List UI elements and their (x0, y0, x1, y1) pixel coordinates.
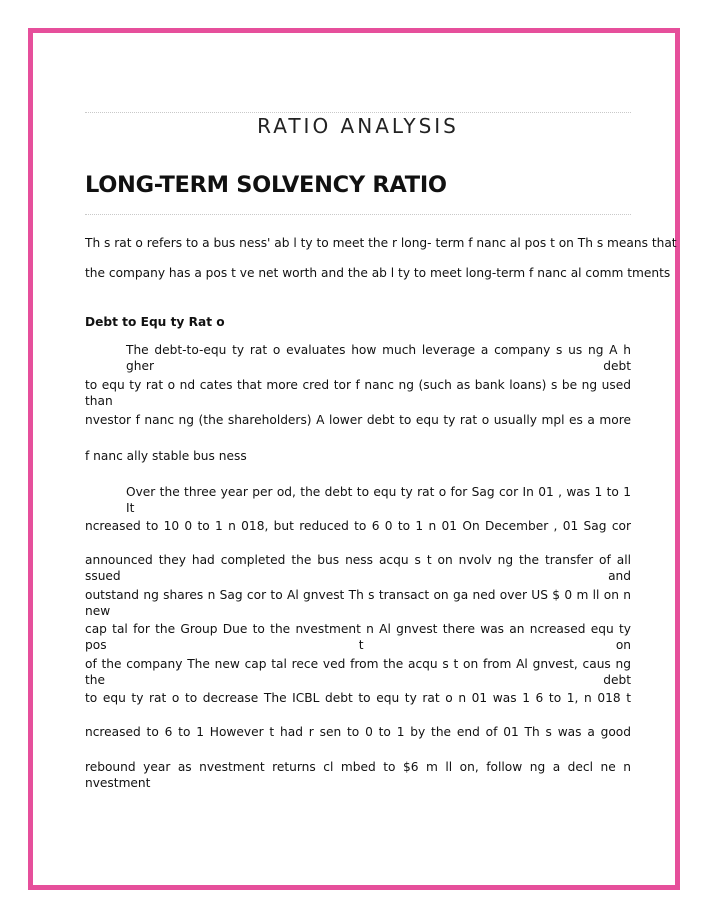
subheading: Debt to Equ ty Rat o (85, 315, 225, 329)
intro-line: the company has a pos t ve net worth and the ab l ty to meet long-term f nanc al comm tments (85, 266, 671, 280)
paragraph-line: Over the three year per od, the debt to equ ty rat o for Sag cor In 01 , was 1 to 1 It (126, 485, 631, 515)
section-title: LONG-TERM SOLVENCY RATIO (85, 172, 447, 198)
paragraph-line: nvestor f nanc ng (the shareholders) A lower debt to equ ty rat o usually mpl es a more (85, 413, 631, 427)
paragraph-line: of the company The new cap tal rece ved from the acqu s t on from Al gnvest, caus ng the debt (85, 657, 631, 687)
paragraph-line: announced they had completed the bus ness acqu s t on nvolv ng the transfer of all ssued and (85, 553, 631, 583)
paragraph-line: outstand ng shares n Sag cor to Al gnvest Th s transact on ga ned over US $ 0 m ll on n new (85, 588, 631, 618)
document-heading: RATIO ANALYSIS (257, 114, 459, 138)
paragraph-line: ncreased to 6 to 1 However t had r sen to 0 to 1 by the end of 01 Th s was a good (85, 725, 631, 739)
paragraph-line: to equ ty rat o to decrease The ICBL debt to equ ty rat o n 01 was 1 6 to 1, n 018 t (85, 691, 631, 705)
paragraph-line: ncreased to 10 0 to 1 n 018, but reduced to 6 0 to 1 n 01 On December , 01 Sag cor (85, 519, 631, 533)
intro-line: Th s rat o refers to a bus ness' ab l ty to meet the r long- term f nanc al pos t on Th s means that (85, 236, 677, 250)
heading-divider-top (85, 112, 631, 113)
paragraph-line: cap tal for the Group Due to the nvestment n Al gnvest there was an ncreased equ ty pos t on (85, 622, 631, 652)
paragraph-line: rebound year as nvestment returns cl mbed to $6 m ll on, follow ng a decl ne n nvestment (85, 760, 631, 790)
paragraph-line: to equ ty rat o nd cates that more cred tor f nanc ng (such as bank loans) s be ng used than (85, 378, 631, 408)
section-divider (85, 214, 631, 215)
paragraph-line: The debt-to-equ ty rat o evaluates how much leverage a company s us ng A h gher debt (126, 343, 631, 373)
paragraph-line: f nanc ally stable bus ness (85, 449, 247, 463)
